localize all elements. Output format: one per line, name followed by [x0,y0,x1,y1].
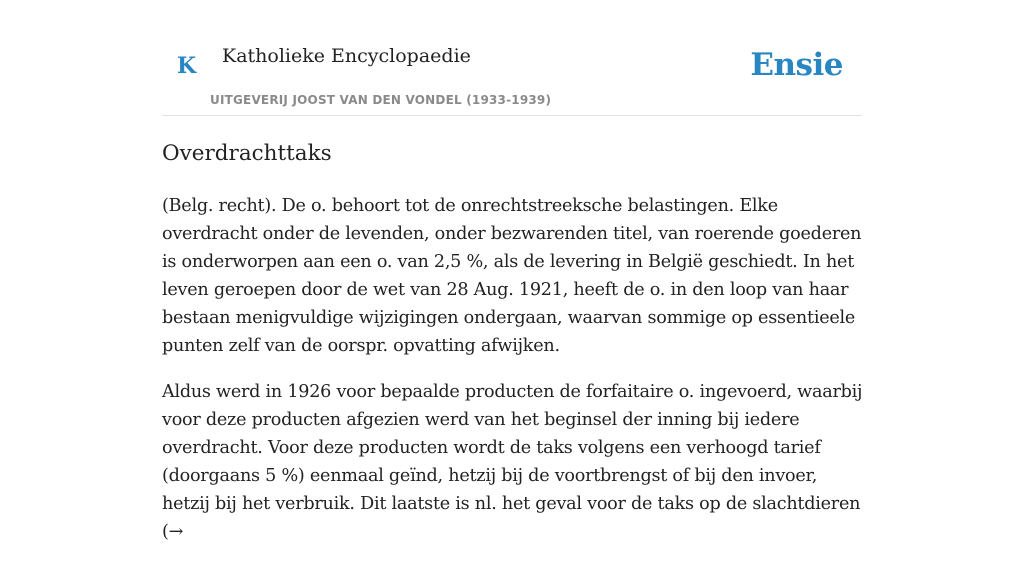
article-paragraph: (Belg. recht). De o. behoort tot de onrechtstreeksche belastingen. Elke overdracht onder de levenden, onder bezwarenden titel, van roerende goederen is onderworpen aan een o. van 2,5 %, als de levering in België geschiedt. In het leven geroepen door de wet van 28 Aug. 1921, heeft de o. in den loop van haar bestaan menigvuldige wijzigingen ondergaan, waarvan sommige op essentieele punten zelf van de oorspr. opvatting afwijken. [162,196,862,356]
site-header [162,0,862,116]
site-title[interactable]: Katholieke Encyclopaedie [222,45,471,67]
article-title: Overdrachttaks [162,141,332,166]
logo-icon[interactable]: K [177,53,197,79]
publisher-subtitle: UITGEVERIJ JOOST VAN DEN VONDEL (1933-1939) [210,93,552,107]
brand-logo[interactable]: Ensie [750,47,843,83]
article [162,138,864,564]
article-paragraph: Aldus werd in 1926 voor bepaalde producten de forfaitaire o. ingevoerd, waarbij voor deze producten afgezien werd van het beginsel der inning bij iedere overdracht. Voor deze producten wordt de taks volgens een verhoogd tarief (doorgaans 5 %) eenmaal geïnd, hetzij bij de voortbrengst of bij den invoer, hetzij bij het verbruik. Dit laatste is nl. het geval voor de taks op de slachtdieren (→ [162,382,863,542]
